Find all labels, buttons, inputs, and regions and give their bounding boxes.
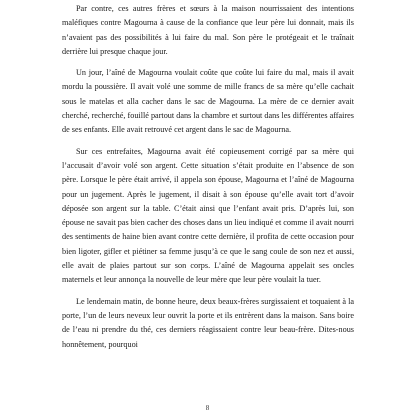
paragraph: Par contre, ces autres frères et sœurs à la maison nourrissaient des intentions maléfiques contre Magourna à cause de la confiance que leur père lui donnait, mais ils n’avaient pas des possibilités à lui faire du mal. Son père le protégeait et le traînait derrière lui presque chaque jour. [62, 4, 354, 56]
document-page [62, 2, 354, 359]
paragraph: Le lendemain matin, de bonne heure, deux beaux-frères surgissaient et toquaient à la porte, l’un de leurs neveux leur ouvrit la porte et ils entrèrent dans la maison. Sans boire de l’eau ni prendre du thé, ces derniers réagissaient contre leur beau-frère. Dites-nous honnêtement, pourquoi [62, 296, 354, 349]
paragraph: Un jour, l’aîné de Magourna voulait coûte que coûte lui faire du mal, mais il avait mordu la poussière. Il avait volé une somme de mille francs de sa mère qu’elle cachait sous le matelas et alla cacher dans le sac de Magourna. La mère de ce dernier avait cherché, recherché, fouillé partout dans la chambre et surtout dans les différentes affaires de ses enfants. Elle avait retrouvé cet argent dans le sac de Magourna. [62, 68, 354, 135]
page-number: 8 [205, 404, 210, 412]
paragraph: Sur ces entrefaites, Magourna avait été copieusement corrigé par sa mère qui l’accusait d’avoir volé son argent. Cette situation s’était produite en l’absence de son père. Lorsque le père était arrivé, il appela son épouse, Magourna et l’aîné de Magourna pour un jugement. Après le jugement, il disait à son épouse qu’elle avait tort d’avoir déposée son argent sur la table. C’était ainsi que l’enfant avait pris. D’après lui, son épouse ne savait pas bien cacher des choses dans un lieu indiqué et comme il avait nourri des sentiments de haine bien avant contre cette dernière, il profita de cette occasion pour bien ligoter, gifler et piétiner sa femme jusqu’à ce que le sang coule de son nez et aussi, elle avait de plaies partout sur son corps. L’aîné de Magourna appelait ses oncles maternels et leur annonça la nouvelle de leur mère que leur père voulait la tuer. [62, 146, 354, 285]
